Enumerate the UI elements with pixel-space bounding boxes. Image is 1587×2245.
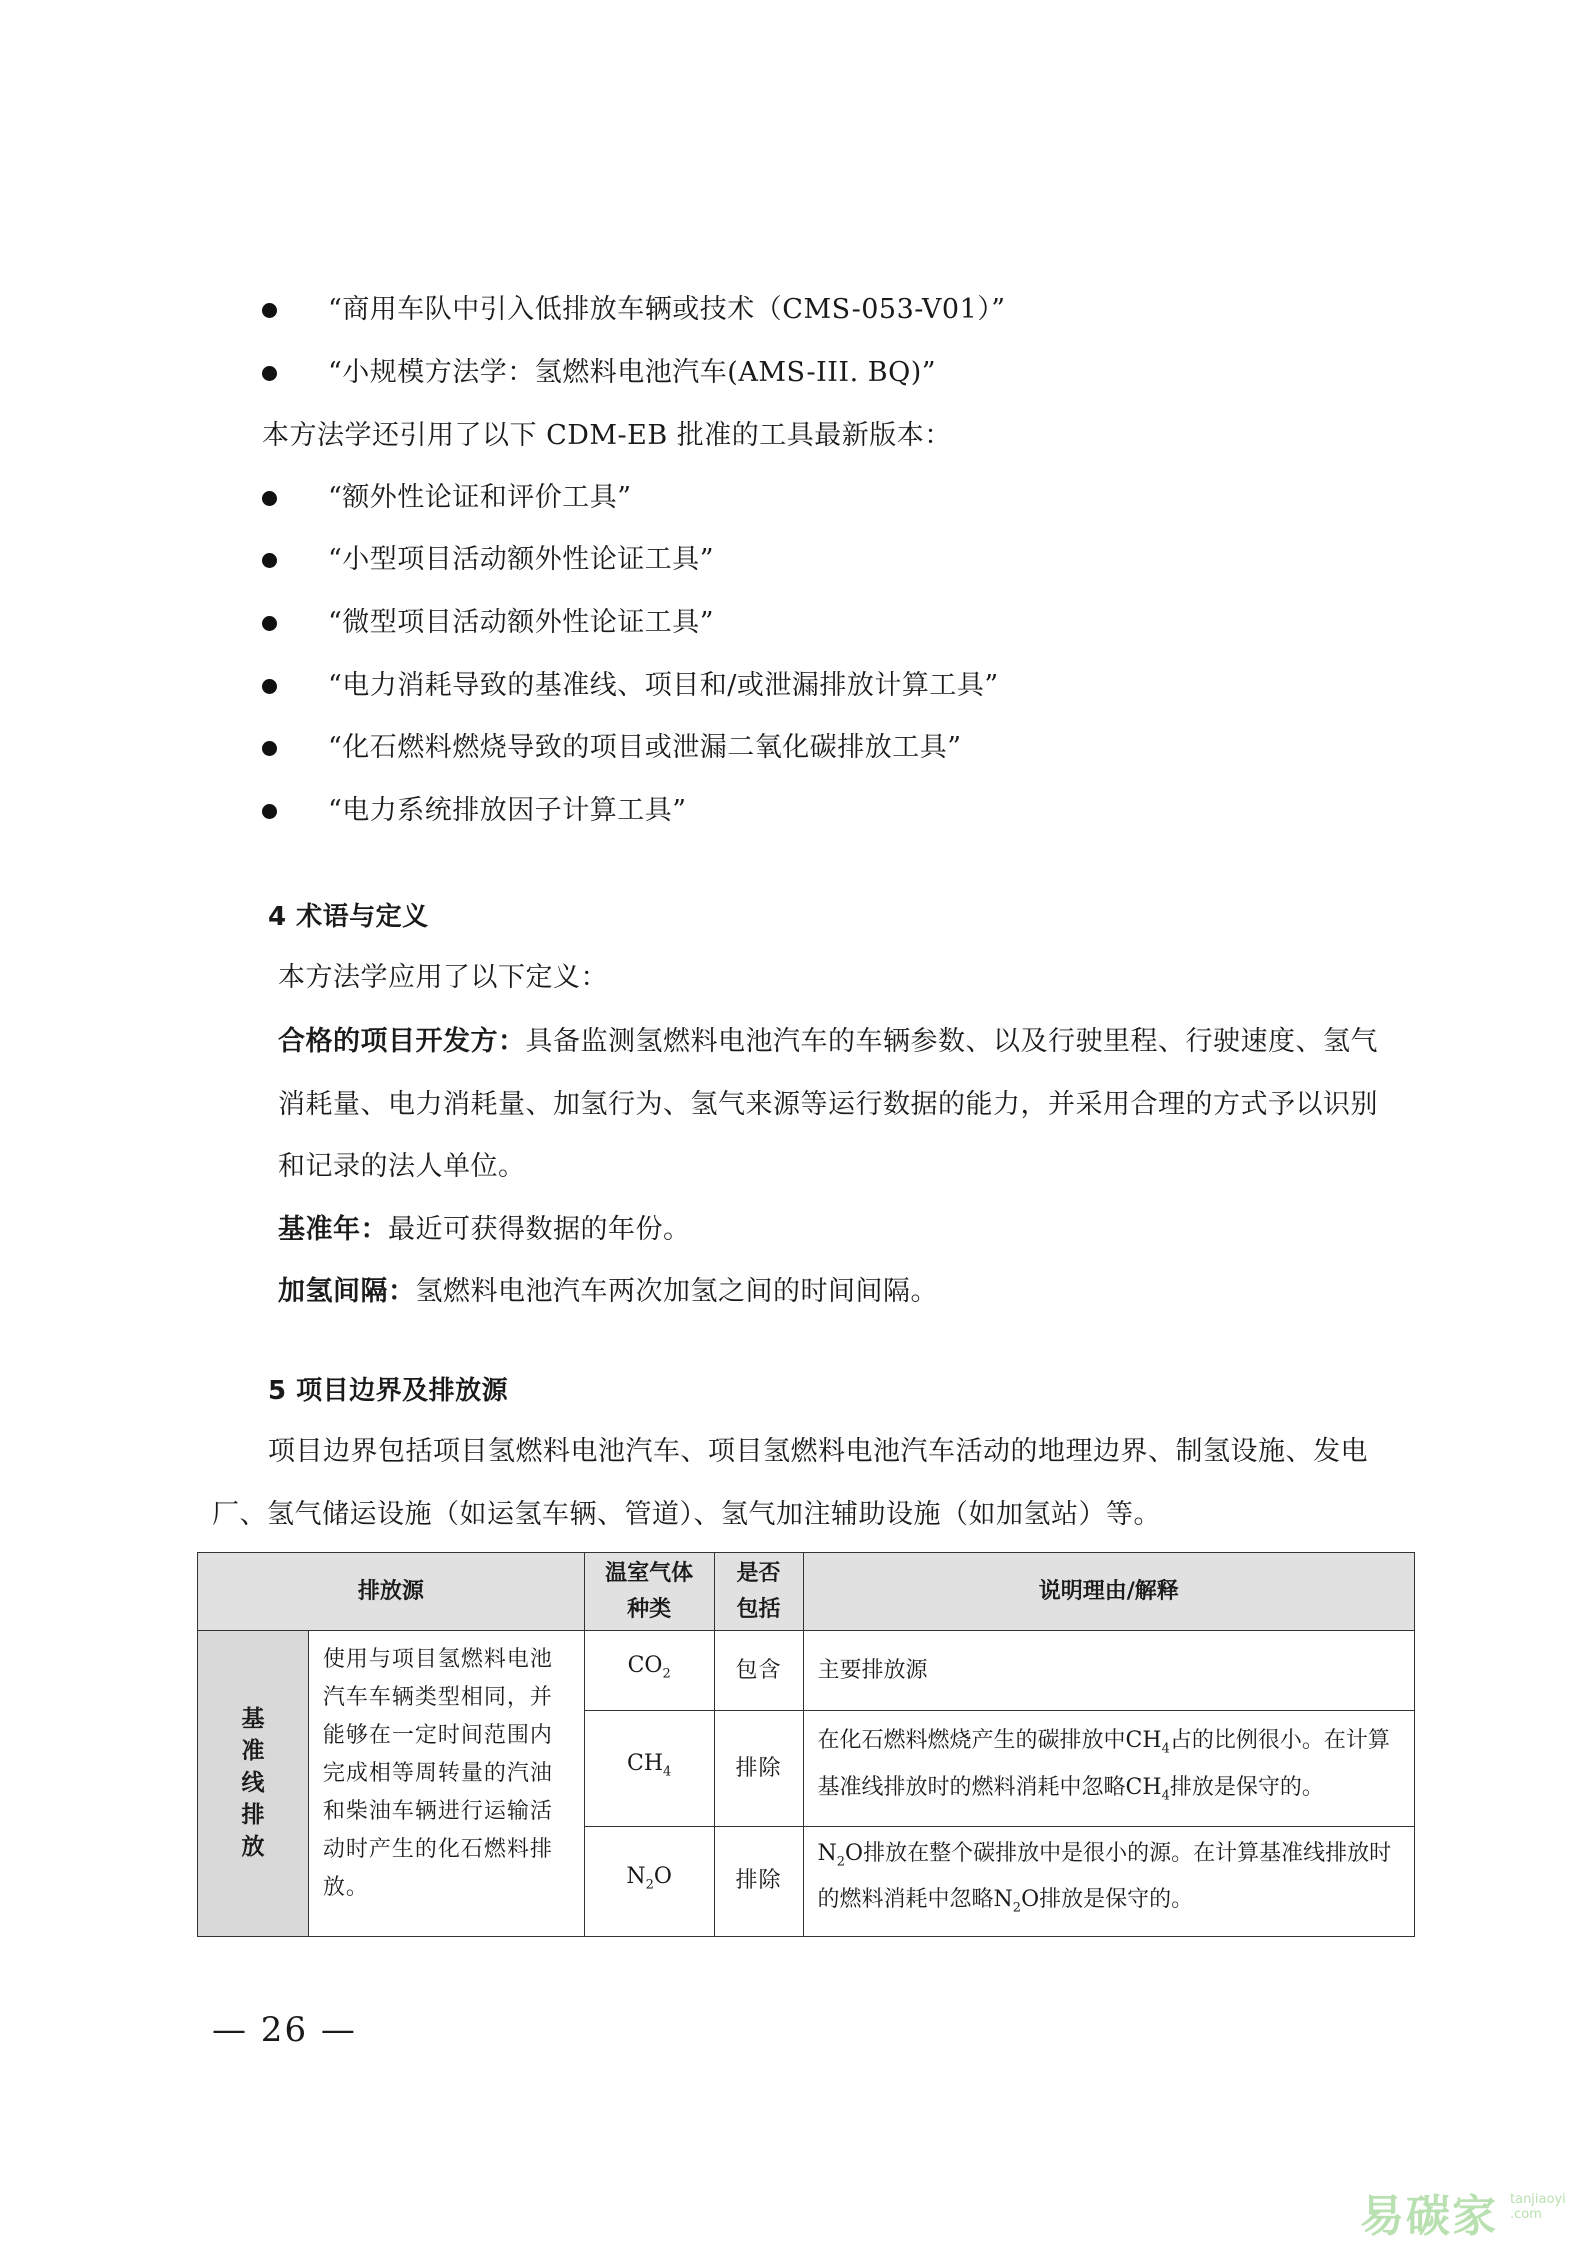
section-4-intro: 本方法学应用了以下定义：: [278, 962, 608, 993]
definition-text: 最近可获得数据的年份。: [388, 1214, 691, 1245]
included-cell: 排除: [714, 1711, 803, 1827]
section-5-heading: 5 项目边界及排放源: [268, 1376, 509, 1406]
definition-text: 氢燃料电池汽车两次加氢之间的时间间隔。: [415, 1276, 938, 1307]
bullet-text: “小规模方法学：氢燃料电池汽车(AMS-III. BQ)”: [328, 357, 937, 388]
watermark-domain: [1510, 2192, 1566, 2222]
explanation-subscript: 2: [836, 1854, 846, 1870]
gas-formula: CO: [627, 1653, 663, 1679]
explanation-text: O排放是保守的。: [1021, 1887, 1194, 1913]
explanation-formula: N: [817, 1841, 837, 1866]
bullet-icon: [262, 303, 277, 318]
gas-cell: [584, 1711, 714, 1827]
bullet-text: “电力系统排放因子计算工具”: [328, 795, 687, 826]
section-4-heading: 4 术语与定义: [268, 902, 429, 932]
section-5-paragraph-line: 厂、氢气储运设施（如运氢车辆、管道）、氢气加注辅助设施（如加氢站）等。: [212, 1499, 1161, 1530]
category-cell: [198, 1631, 309, 1937]
header-included-line: 包括: [736, 1596, 781, 1622]
watermark-domain-line: tanjiaoyi: [1510, 2192, 1566, 2207]
header-explanation: 说明理由/解释: [803, 1553, 1414, 1631]
header-source: 排放源: [198, 1553, 585, 1631]
definition-base-year: [278, 1212, 691, 1248]
explanation-cell: [803, 1711, 1414, 1827]
header-included: [714, 1553, 803, 1631]
gas-subscript: 2: [662, 1666, 671, 1682]
bullet-icon: [262, 616, 277, 631]
explanation-text: 主要排放源: [817, 1657, 928, 1683]
explanation-text: O排放在整个碳排放中是很小的源。在计算基准线排放时的燃料消耗中忽略: [817, 1841, 1392, 1913]
explanation-text: 占的比例很小。在计算基准线排放时的燃料消耗中忽略: [817, 1728, 1390, 1800]
gas-cell: [584, 1631, 714, 1711]
definition-text-line: 和记录的法人单位。: [278, 1151, 526, 1182]
bullet-icon: [262, 804, 277, 819]
gas-formula-tail: O: [653, 1864, 672, 1890]
explanation-text: 排放是保守的。: [1169, 1774, 1324, 1800]
bullet-icon: [262, 366, 277, 381]
definition-term: 基准年：: [278, 1214, 388, 1245]
watermark-domain-line: .com: [1510, 2207, 1542, 2222]
source-description-cell: 使用与项目氢燃料电池汽车车辆类型相同，并能够在一定时间范围内完成相等周转量的汽油和柴油车辆进行运输活动时产生的化石燃料排放。: [308, 1631, 584, 1937]
definition-qualified-developer: [278, 1024, 1378, 1060]
definition-term: 合格的项目开发方：: [278, 1026, 526, 1057]
bullet-icon: [262, 679, 277, 694]
gas-formula: N: [626, 1864, 646, 1890]
section-5-paragraph-line: 项目边界包括项目氢燃料电池汽车、项目氢燃料电池汽车活动的地理边界、制氢设施、发电: [268, 1436, 1368, 1467]
bullet-text: “额外性论证和评价工具”: [328, 482, 632, 513]
explanation-subscript: 4: [1161, 1741, 1170, 1757]
header-gas-line: 温室气体: [605, 1560, 694, 1586]
gas-subscript: 2: [645, 1877, 654, 1893]
included-cell: 包含: [714, 1631, 803, 1711]
bullet-text: “小型项目活动额外性论证工具”: [328, 544, 715, 575]
header-gas: [584, 1553, 714, 1631]
bullet-icon: [262, 553, 277, 568]
watermark-logo: [1360, 2180, 1566, 2242]
explanation-subscript: 2: [1012, 1900, 1022, 1916]
tools-intro: 本方法学还引用了以下 CDM-EB 批准的工具最新版本：: [262, 420, 952, 451]
bullet-icon: [262, 491, 277, 506]
gas-subscript: 4: [663, 1764, 672, 1780]
explanation-cell: [803, 1631, 1414, 1711]
watermark-brand: 易碳家: [1360, 2191, 1498, 2242]
definition-text: 具备监测氢燃料电池汽车的车辆参数、以及行驶里程、行驶速度、氢气: [525, 1026, 1378, 1057]
gas-cell: [584, 1827, 714, 1937]
gas-formula: CH: [626, 1751, 664, 1777]
explanation-cell: [803, 1827, 1414, 1937]
bullet-icon: [262, 741, 277, 756]
bullet-text: “电力消耗导致的基准线、项目和/或泄漏排放计算工具”: [328, 670, 999, 701]
explanation-formula: N: [993, 1887, 1013, 1913]
category-label: 基准线排放: [241, 1706, 265, 1861]
table-row: [198, 1631, 1415, 1711]
definition-term: 加氢间隔：: [278, 1276, 416, 1307]
explanation-formula: CH: [1125, 1728, 1162, 1754]
header-included-line: 是否: [736, 1560, 781, 1586]
bullet-text: “化石燃料燃烧导致的项目或泄漏二氧化碳排放工具”: [328, 732, 962, 763]
definition-refuel-interval: [278, 1274, 938, 1310]
page-number: — 26 —: [212, 2010, 357, 2050]
definition-text-line: 消耗量、电力消耗量、加氢行为、氢气来源等运行数据的能力，并采用合理的方式予以识别: [278, 1089, 1378, 1120]
explanation-subscript: 4: [1161, 1787, 1170, 1803]
emission-source-table: [197, 1552, 1415, 1937]
header-gas-line: 种类: [627, 1596, 672, 1622]
table-header-row: [198, 1553, 1415, 1631]
included-cell: 排除: [714, 1827, 803, 1937]
explanation-formula: CH: [1125, 1774, 1162, 1800]
bullet-text: “微型项目活动额外性论证工具”: [328, 607, 715, 638]
explanation-text: 在化石燃料燃烧产生的碳排放中: [817, 1728, 1126, 1754]
bullet-text: “商用车队中引入低排放车辆或技术（CMS-053-V01）”: [328, 294, 1006, 325]
